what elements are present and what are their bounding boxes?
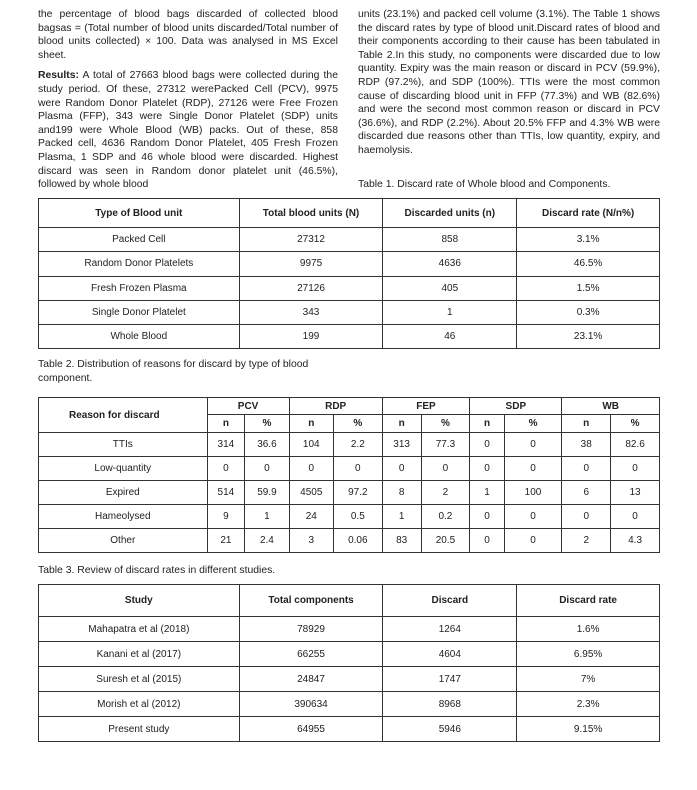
table2-row-cell: 82.6	[611, 433, 660, 457]
table2-reason-header: Reason for discard	[39, 398, 208, 433]
table1-header: Total blood units (N)	[239, 199, 383, 228]
table3-header-row	[39, 585, 660, 617]
table2-group-header: SDP	[470, 398, 562, 415]
table2-row	[39, 481, 660, 505]
table2-row-cell: 0	[382, 457, 421, 481]
table2-row-cell: 0	[245, 457, 289, 481]
table1-row-cell: 0.3%	[517, 300, 660, 324]
table1-row-cell: 1	[383, 300, 517, 324]
table2-group-header: WB	[562, 398, 660, 415]
table2-row-label: Low-quantity	[39, 457, 208, 481]
table1-row	[39, 252, 660, 276]
table1-row	[39, 276, 660, 300]
table3-row-cell: 9.15%	[517, 717, 660, 742]
table1-caption: Table 1. Discard rate of Whole blood and Components.	[358, 179, 611, 190]
table2-row-cell: 13	[611, 481, 660, 505]
table2-row-cell: 38	[562, 433, 611, 457]
table1	[38, 198, 660, 349]
table2-sub-header: n	[470, 415, 504, 433]
table2-sub-header: %	[333, 415, 382, 433]
table1-row-cell: 46.5%	[517, 252, 660, 276]
table2-row-cell: 8	[382, 481, 421, 505]
table3-row-cell: 24847	[239, 667, 383, 692]
table2-row-cell: 0	[504, 529, 562, 553]
table2-row	[39, 505, 660, 529]
table2-group-header-row	[39, 398, 660, 415]
table2-row	[39, 457, 660, 481]
table3	[38, 584, 660, 742]
table2-row-cell: 0	[289, 457, 333, 481]
table1-row	[39, 325, 660, 349]
table2-row-cell: 313	[382, 433, 421, 457]
table2-row	[39, 529, 660, 553]
table3-row-label: Suresh et al (2015)	[39, 667, 240, 692]
table2-row-cell: 83	[382, 529, 421, 553]
table3-caption: Table 3. Review of discard rates in different studies.	[38, 565, 276, 576]
table3-row-cell: 4604	[383, 642, 517, 667]
table1-row-label: Fresh Frozen Plasma	[39, 276, 240, 300]
table2-row-cell: 4.3	[611, 529, 660, 553]
table2-row-cell: 2	[421, 481, 470, 505]
table2-row-cell: 21	[207, 529, 245, 553]
table2-row-cell: 1	[245, 505, 289, 529]
table2-group-header: PCV	[207, 398, 289, 415]
table3-row-cell: 1747	[383, 667, 517, 692]
results-label: Results:	[38, 70, 79, 82]
table3-row	[39, 642, 660, 667]
table3-row-label: Mahapatra et al (2018)	[39, 617, 240, 642]
table2-row-cell: 314	[207, 433, 245, 457]
table1-row-cell: 1.5%	[517, 276, 660, 300]
table2-row-cell: 0.5	[333, 505, 382, 529]
table1-row-label: Whole Blood	[39, 325, 240, 349]
table1-row	[39, 300, 660, 324]
table2-row-label: Hameolysed	[39, 505, 208, 529]
table3-row	[39, 667, 660, 692]
table3-header: Study	[39, 585, 240, 617]
results-text: A total of 27663 blood bags were collected during the study period. Of these, 27312 werePacked Cell (PCV), 9975 were Random Donor Platelet (RDP), 27126 were Free Frozen Plasma (FFP), 343 were Single Donor Platelet (SDP) units and199 were Whole Blood (WB) packs. Out of these, 858 Packed cell, 4636 Random Donor Platelet, 405 Fresh Frozen Plasma, 1 SDP and 46 whole blood were discarded. Highest discard was seen in Random donor platelet unit (46.5%), followed by whole blood	[38, 70, 338, 191]
table1-header-row	[39, 199, 660, 228]
table2-row-cell: 104	[289, 433, 333, 457]
table2-sub-header: %	[504, 415, 562, 433]
table2-row-cell: 0	[504, 505, 562, 529]
table2-row-cell: 0.2	[421, 505, 470, 529]
table2-row-cell: 3	[289, 529, 333, 553]
results-continued-paragraph: units (23.1%) and packed cell volume (3.1%). The Table 1 shows the discard rates by type of blood unit.Discard rates of blood and their components according to their cause has been tabulated in Table 2.In this study, no components were discarded due to low quantity. Expiry was the main reason or discard in PCV (59.9%), RDP (97.2%), and SDP (100%). TTIs were the most common cause of discarding blood unit in FFP (77.3%) and WB (82.6%) and were the second most common reason or discard in PCV (36.6%), and RDP (2.2%). About 20.5% FFP and 4.3% WB were discarded due reasons other than TTIs, low quantity, expiry, and haemolysis.	[358, 9, 660, 156]
table2-row-label: Other	[39, 529, 208, 553]
table3-row	[39, 717, 660, 742]
table2-row-cell: 0	[421, 457, 470, 481]
table3-row-label: Kanani et al (2017)	[39, 642, 240, 667]
table2-row-cell: 20.5	[421, 529, 470, 553]
table2-row-cell: 59.9	[245, 481, 289, 505]
table2-row-cell: 1	[470, 481, 504, 505]
table2-row-cell: 6	[562, 481, 611, 505]
table2-group-header: RDP	[289, 398, 382, 415]
table3-row-label: Present study	[39, 717, 240, 742]
table2-row-cell: 0	[562, 505, 611, 529]
table1-header: Type of Blood unit	[39, 199, 240, 228]
table2-row-cell: 100	[504, 481, 562, 505]
table2-row-cell: 97.2	[333, 481, 382, 505]
table2-row-cell: 77.3	[421, 433, 470, 457]
table1-row-label: Random Donor Platelets	[39, 252, 240, 276]
table2-sub-header: n	[289, 415, 333, 433]
table1-row-cell: 23.1%	[517, 325, 660, 349]
table1-row-cell: 27126	[239, 276, 383, 300]
table3-row	[39, 692, 660, 717]
table1-row-label: Single Donor Platelet	[39, 300, 240, 324]
table2-row-cell: 1	[382, 505, 421, 529]
table2-row-cell: 2.2	[333, 433, 382, 457]
table1-row-cell: 4636	[383, 252, 517, 276]
table2-sub-header: n	[562, 415, 611, 433]
table2-caption: Table 2. Distribution of reasons for discard by type of blood component.	[38, 359, 309, 384]
table2-row-cell: 0	[611, 505, 660, 529]
table1-row	[39, 228, 660, 252]
table1-row-cell: 405	[383, 276, 517, 300]
table1-header: Discard rate (N/n%)	[517, 199, 660, 228]
table2-group-header: FEP	[382, 398, 470, 415]
table1-row-cell: 46	[383, 325, 517, 349]
table2-row-cell: 2.4	[245, 529, 289, 553]
table3-row-cell: 66255	[239, 642, 383, 667]
table2-row-cell: 0.06	[333, 529, 382, 553]
results-paragraph	[38, 69, 338, 191]
table3-row-cell: 78929	[239, 617, 383, 642]
table1-row-cell: 27312	[239, 228, 383, 252]
table2-row-cell: 0	[470, 457, 504, 481]
table2-row-label: Expired	[39, 481, 208, 505]
table2-row-cell: 0	[333, 457, 382, 481]
table1-row-cell: 9975	[239, 252, 383, 276]
table2-row-label: TTIs	[39, 433, 208, 457]
table2-sub-header: %	[421, 415, 470, 433]
table3-row-cell: 6.95%	[517, 642, 660, 667]
table2-row	[39, 433, 660, 457]
table2-sub-header: n	[382, 415, 421, 433]
table3-row-label: Morish et al (2012)	[39, 692, 240, 717]
table2-row-cell: 0	[504, 433, 562, 457]
table1-row-cell: 3.1%	[517, 228, 660, 252]
table3-header: Discard	[383, 585, 517, 617]
table2-row-cell: 0	[470, 433, 504, 457]
left-column	[38, 8, 338, 192]
table3-row-cell: 1.6%	[517, 617, 660, 642]
table3-header: Total components	[239, 585, 383, 617]
table3-header: Discard rate	[517, 585, 660, 617]
table2	[38, 397, 660, 553]
table2-row-cell: 2	[562, 529, 611, 553]
table3-row-cell: 2.3%	[517, 692, 660, 717]
methods-paragraph: the percentage of blood bags discarded of collected blood bagsas = (Total number of blood units discarded/Total number of blood units collected) × 100. Data was analysed in MS Excel sheet.	[38, 9, 338, 61]
table3-row-cell: 7%	[517, 667, 660, 692]
table3-row-cell: 5946	[383, 717, 517, 742]
table3-row-cell: 8968	[383, 692, 517, 717]
table2-row-cell: 0	[207, 457, 245, 481]
table2-row-cell: 36.6	[245, 433, 289, 457]
table1-header: Discarded units (n)	[383, 199, 517, 228]
table2-row-cell: 0	[470, 529, 504, 553]
table2-sub-header: %	[611, 415, 660, 433]
table2-row-cell: 514	[207, 481, 245, 505]
table1-row-label: Packed Cell	[39, 228, 240, 252]
table3-row-cell: 390634	[239, 692, 383, 717]
table1-row-cell: 199	[239, 325, 383, 349]
table2-row-cell: 0	[611, 457, 660, 481]
table2-row-cell: 0	[504, 457, 562, 481]
right-column	[358, 8, 660, 158]
table2-row-cell: 4505	[289, 481, 333, 505]
table2-row-cell: 0	[470, 505, 504, 529]
table2-row-cell: 0	[562, 457, 611, 481]
table3-row	[39, 617, 660, 642]
table3-row-cell: 64955	[239, 717, 383, 742]
table1-row-cell: 343	[239, 300, 383, 324]
table3-row-cell: 1264	[383, 617, 517, 642]
table1-row-cell: 858	[383, 228, 517, 252]
table2-row-cell: 9	[207, 505, 245, 529]
table2-sub-header: %	[245, 415, 289, 433]
table2-row-cell: 24	[289, 505, 333, 529]
table2-sub-header: n	[207, 415, 245, 433]
